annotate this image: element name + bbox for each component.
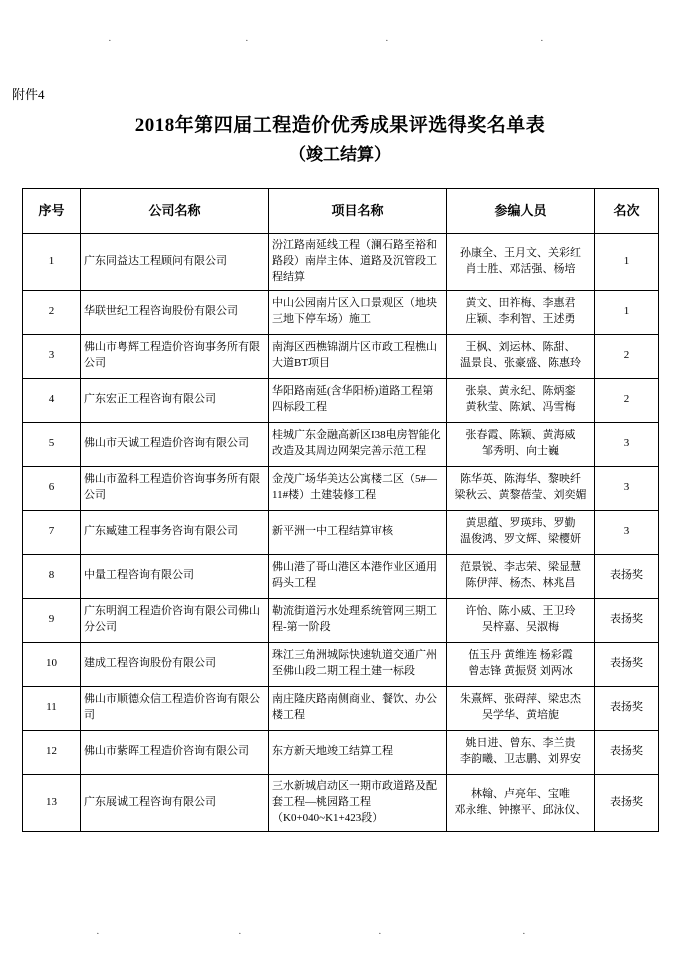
- cell-no: 9: [23, 598, 81, 642]
- cell-members: [447, 774, 595, 831]
- member-line: 黄文、田祚梅、李惠君: [465, 297, 576, 310]
- member-line: 范景锐、李志荣、梁显慧: [460, 561, 581, 574]
- print-mark: ·: [96, 928, 100, 940]
- member-line: 朱熹辉、张碍萍、梁忠杰: [460, 693, 581, 706]
- member-line: 张泉、黄永纪、陈炳銮: [465, 385, 576, 398]
- cell-project: 南海区西樵锦湖片区市政工程樵山大道BT项目: [269, 334, 447, 378]
- member-line: 肖士胜、邓活强、杨培: [465, 262, 576, 275]
- table-row: [23, 378, 659, 422]
- award-table-container: [22, 188, 658, 832]
- col-header-members: 参编人员: [447, 189, 595, 234]
- member-line: 吴学华、黄培旎: [482, 709, 559, 722]
- cell-rank: 表扬奖: [595, 554, 659, 598]
- cell-company: 佛山市盈科工程造价咨询事务所有限公司: [81, 466, 269, 510]
- cell-members: [447, 554, 595, 598]
- cell-no: 11: [23, 686, 81, 730]
- member-line: 温景良、张豪盛、陈惠玲: [460, 357, 581, 370]
- attachment-label: 附件4: [12, 87, 45, 102]
- table-row: [23, 642, 659, 686]
- print-mark: ·: [378, 928, 382, 940]
- cell-rank: 表扬奖: [595, 774, 659, 831]
- cell-company: 中量工程咨询有限公司: [81, 554, 269, 598]
- cell-rank: 表扬奖: [595, 686, 659, 730]
- cell-rank: 表扬奖: [595, 598, 659, 642]
- table-row: [23, 422, 659, 466]
- cell-no: 13: [23, 774, 81, 831]
- bottom-printer-marks: [0, 929, 680, 939]
- cell-members: [447, 466, 595, 510]
- cell-company: 华联世纪工程咨询股份有限公司: [81, 290, 269, 334]
- cell-no: 6: [23, 466, 81, 510]
- cell-company: 广东同益达工程顾问有限公司: [81, 234, 269, 291]
- cell-project: 东方新天地竣工结算工程: [269, 730, 447, 774]
- table-row: [23, 774, 659, 831]
- table-row: [23, 554, 659, 598]
- table-row: [23, 730, 659, 774]
- member-line: 陈华英、陈海华、黎映纤: [460, 473, 581, 486]
- table-header-row: [23, 189, 659, 234]
- print-mark: ·: [385, 35, 389, 47]
- page-subtitle: （竣工结算）: [289, 145, 391, 164]
- member-line: 吴梓嘉、吴淑梅: [482, 621, 559, 634]
- cell-rank: 2: [595, 378, 659, 422]
- print-mark: ·: [540, 35, 544, 47]
- cell-members: [447, 422, 595, 466]
- cell-project: 勒流街道污水处理系统管网三期工程-第一阶段: [269, 598, 447, 642]
- member-line: 陈伊萍、杨杰、林兆昌: [465, 577, 576, 590]
- cell-members: [447, 510, 595, 554]
- cell-project: 华阳路南延(含华阳桥)道路工程第四标段工程: [269, 378, 447, 422]
- cell-no: 4: [23, 378, 81, 422]
- col-header-company: 公司名称: [81, 189, 269, 234]
- cell-no: 8: [23, 554, 81, 598]
- cell-no: 1: [23, 234, 81, 291]
- cell-no: 2: [23, 290, 81, 334]
- cell-company: 建成工程咨询股份有限公司: [81, 642, 269, 686]
- col-header-project: 项目名称: [269, 189, 447, 234]
- cell-company: 佛山市紫晖工程造价咨询有限公司: [81, 730, 269, 774]
- cell-members: [447, 642, 595, 686]
- member-line: 黄秋莹、陈斌、冯雪梅: [465, 401, 576, 414]
- table-row: [23, 598, 659, 642]
- cell-members: [447, 378, 595, 422]
- cell-no: 5: [23, 422, 81, 466]
- cell-project: 佛山港了哥山港区本港作业区通用码头工程: [269, 554, 447, 598]
- print-mark: ·: [245, 35, 249, 47]
- cell-project: 珠江三角洲城际快速轨道交通广州至佛山段二期工程土建一标段: [269, 642, 447, 686]
- cell-members: [447, 290, 595, 334]
- cell-rank: 3: [595, 510, 659, 554]
- cell-rank: 2: [595, 334, 659, 378]
- member-line: 曾志锋 黄振贤 刘两冰: [468, 665, 573, 678]
- print-mark: ·: [522, 928, 526, 940]
- cell-members: [447, 686, 595, 730]
- cell-project: 南庄隆庆路南侧商业、餐饮、办公楼工程: [269, 686, 447, 730]
- cell-project: 金茂广场华美达公寓楼二区（5#—11#楼）土建装修工程: [269, 466, 447, 510]
- table-row: [23, 686, 659, 730]
- cell-project: 汾江路南延线工程（澜石路至裕和路段）南岸主体、道路及沉管段工程结算: [269, 234, 447, 291]
- cell-company: 广东臧建工程事务咨询有限公司: [81, 510, 269, 554]
- cell-no: 10: [23, 642, 81, 686]
- member-line: 王枫、刘运林、陈甜、: [465, 341, 576, 354]
- member-line: 伍玉丹 黄维连 杨彩霞: [468, 649, 573, 662]
- award-table: [22, 188, 659, 832]
- cell-company: 佛山市天诚工程造价咨询有限公司: [81, 422, 269, 466]
- top-printer-marks: [0, 36, 680, 46]
- cell-company: 广东展诚工程咨询有限公司: [81, 774, 269, 831]
- member-line: 黄思蕴、罗瑛玮、罗勤: [465, 517, 576, 530]
- member-line: 温俊鸿、罗文辉、梁樱妍: [460, 533, 581, 546]
- member-line: 邓永维、钟擦平、邱泳仪、: [454, 803, 587, 816]
- cell-project: 新平洲一中工程结算审核: [269, 510, 447, 554]
- cell-rank: 1: [595, 234, 659, 291]
- member-line: 李韵曦、卫志鹏、刘界安: [460, 753, 581, 766]
- member-line: 许怡、陈小威、王卫玲: [465, 605, 576, 618]
- cell-project: 中山公园南片区入口景观区（地块三地下停车场）施工: [269, 290, 447, 334]
- cell-rank: 表扬奖: [595, 642, 659, 686]
- cell-rank: 1: [595, 290, 659, 334]
- cell-company: 广东明润工程造价咨询有限公司佛山分公司: [81, 598, 269, 642]
- member-line: 姚日进、曾东、李兰贵: [465, 737, 576, 750]
- member-line: 孙康全、王月文、关彩红: [460, 246, 581, 259]
- cell-company: 广东宏正工程咨询有限公司: [81, 378, 269, 422]
- member-line: 邹秀明、向士巍: [482, 445, 559, 458]
- member-line: 庄颖、李利智、王述勇: [465, 313, 576, 326]
- cell-rank: 表扬奖: [595, 730, 659, 774]
- member-line: 张春霞、陈颖、黄海威: [465, 429, 576, 442]
- print-mark: ·: [108, 35, 112, 47]
- cell-rank: 3: [595, 466, 659, 510]
- member-line: 林翰、卢亮年、宝唯: [471, 787, 570, 800]
- cell-rank: 3: [595, 422, 659, 466]
- page-title: 2018年第四届工程造价优秀成果评选得奖名单表: [134, 115, 546, 136]
- table-row: [23, 466, 659, 510]
- cell-no: 7: [23, 510, 81, 554]
- cell-company: 佛山市顺德众信工程造价咨询有限公司: [81, 686, 269, 730]
- cell-no: 12: [23, 730, 81, 774]
- table-row: [23, 290, 659, 334]
- cell-company: 佛山市粤辉工程造价咨询事务所有限公司: [81, 334, 269, 378]
- col-header-no: 序号: [23, 189, 81, 234]
- cell-project: 三水新城启动区一期市政道路及配套工程—桃园路工程（K0+040~K1+423段）: [269, 774, 447, 831]
- col-header-rank: 名次: [595, 189, 659, 234]
- table-row: [23, 334, 659, 378]
- cell-members: [447, 334, 595, 378]
- cell-members: [447, 730, 595, 774]
- cell-project: 桂城广东金融高新区I38电房智能化改造及其周边网架完善示范工程: [269, 422, 447, 466]
- cell-members: [447, 234, 595, 291]
- cell-no: 3: [23, 334, 81, 378]
- member-line: 梁秋云、黄黎蓓莹、刘奕媚: [454, 489, 587, 502]
- cell-members: [447, 598, 595, 642]
- table-row: [23, 510, 659, 554]
- print-mark: ·: [238, 928, 242, 940]
- table-row: [23, 234, 659, 291]
